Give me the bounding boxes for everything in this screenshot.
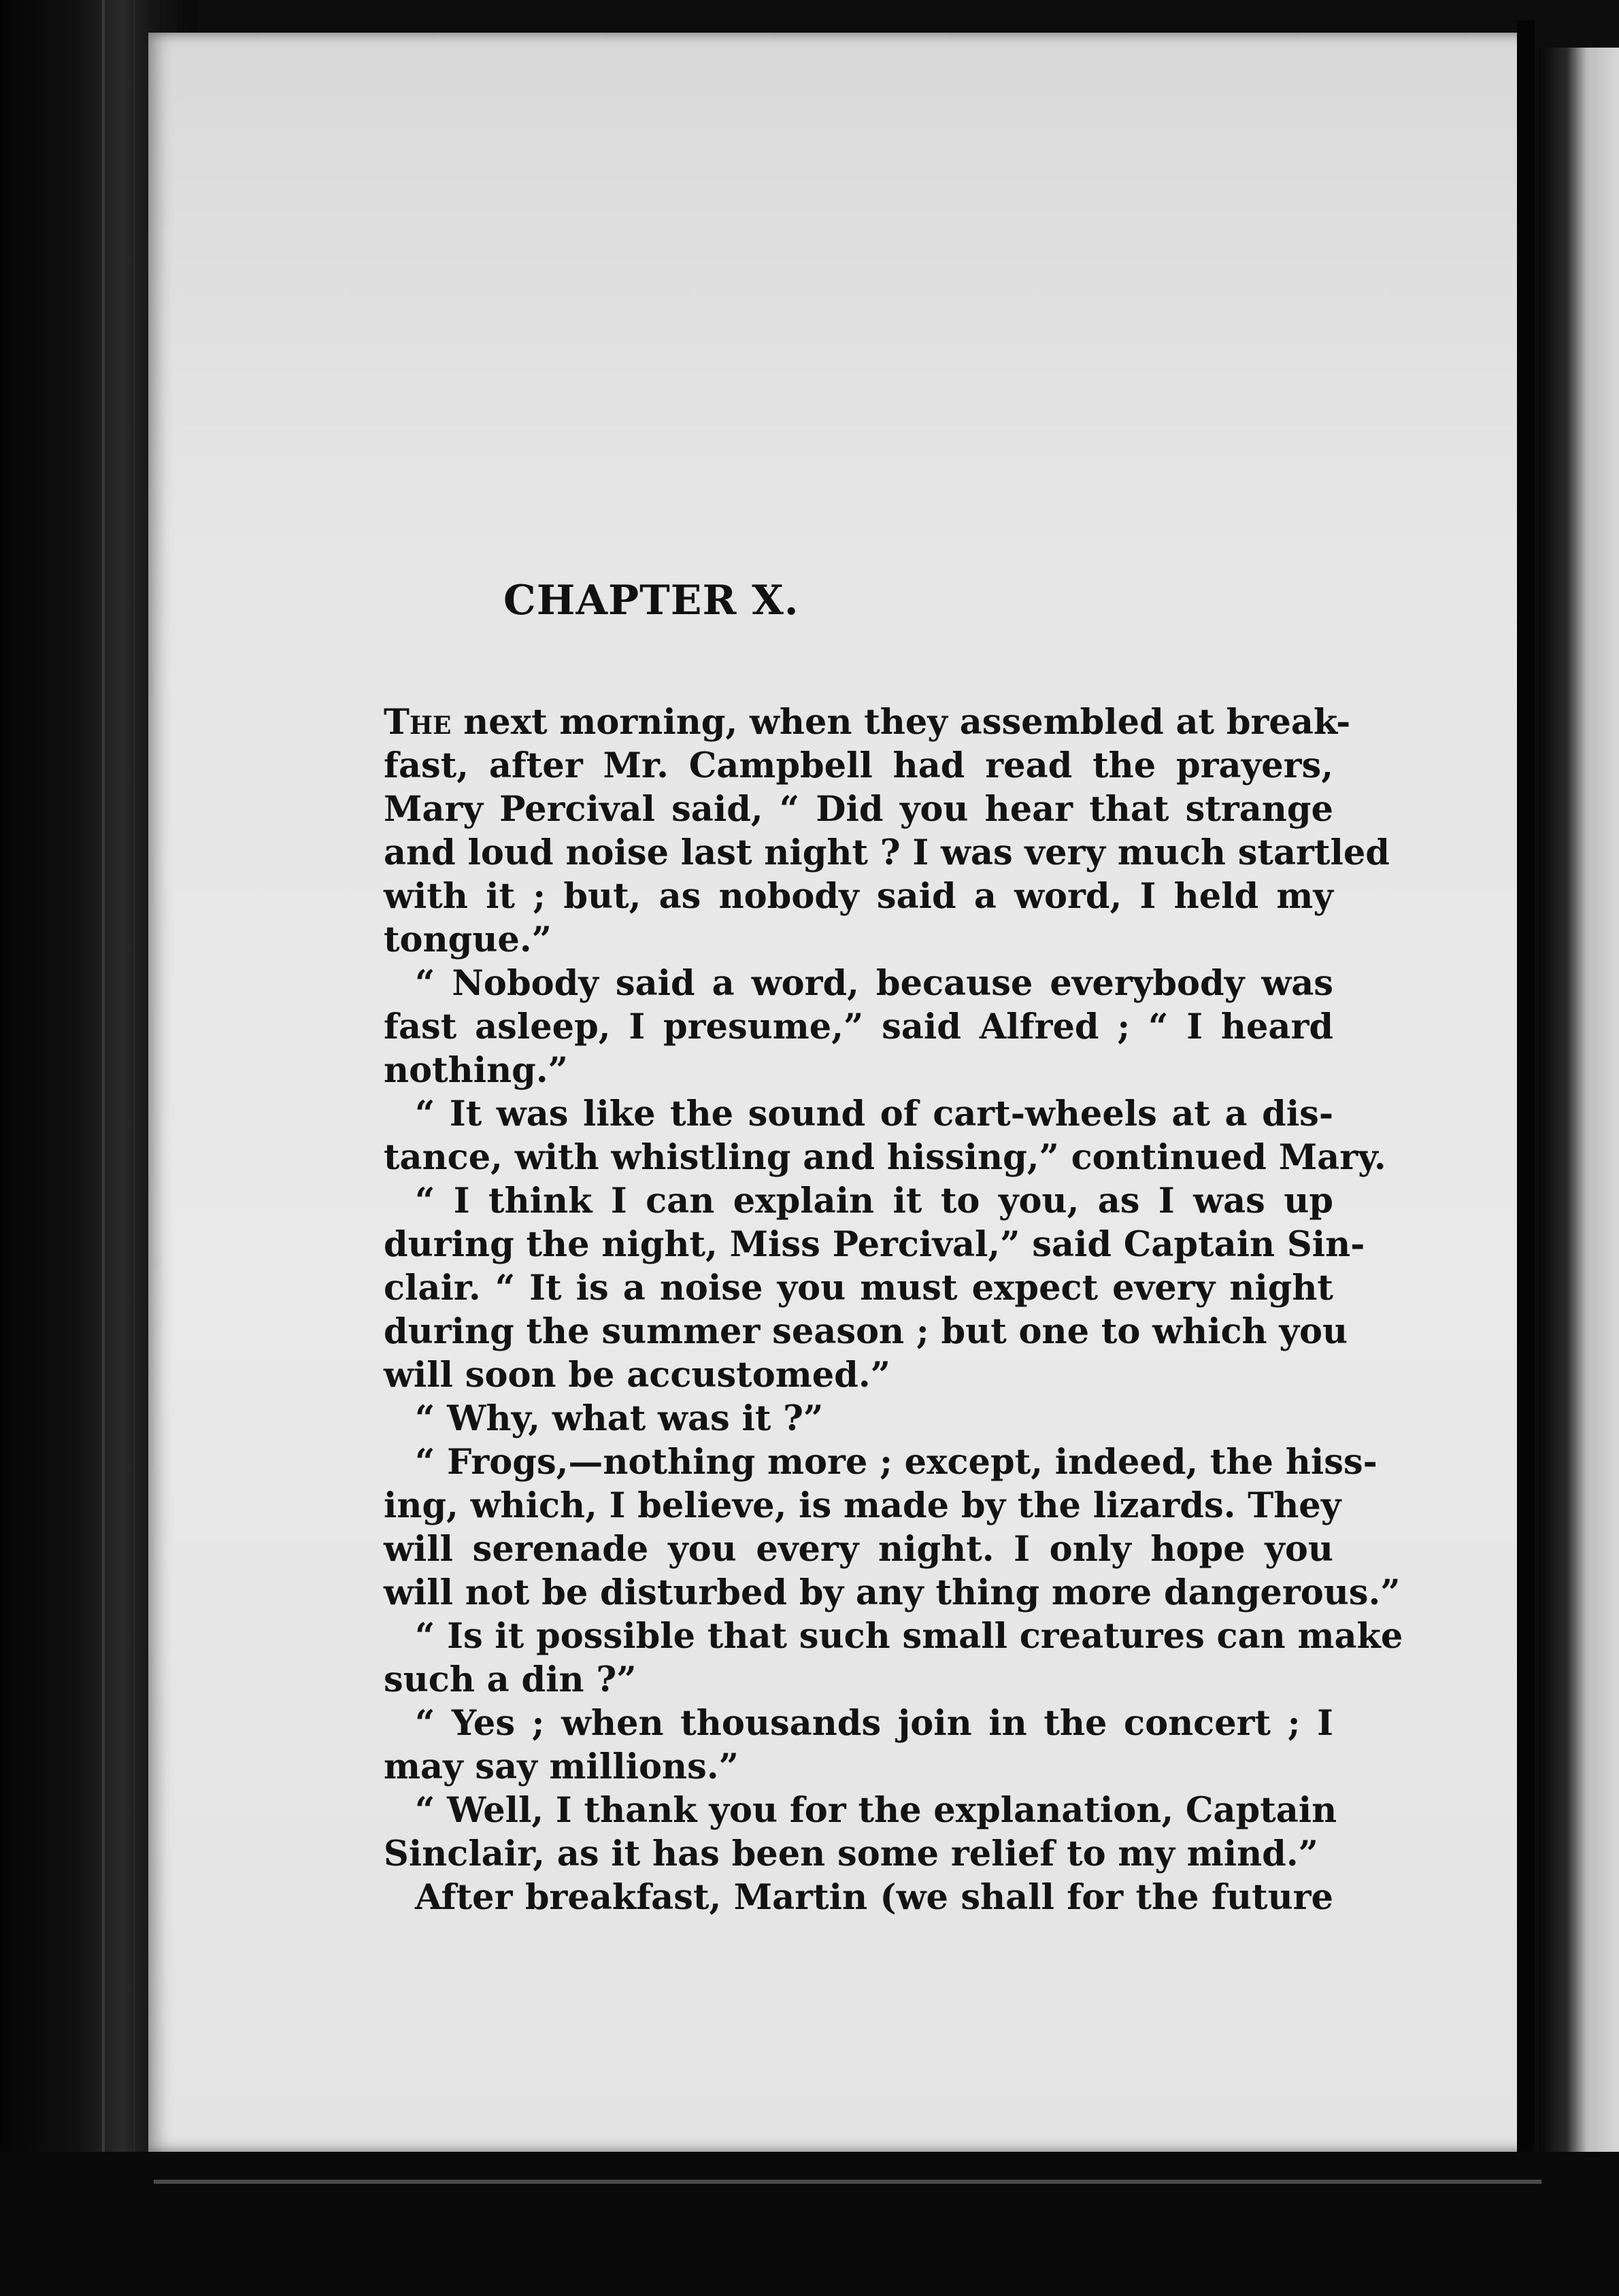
binding-edge-line — [133, 0, 135, 2296]
text-line — [384, 1527, 1333, 1571]
text-line-content: with it ; but, as nobody said a word, I held my — [384, 876, 1333, 917]
text-line-content: during the summer season ; but one to which you — [384, 1311, 1348, 1352]
text-line — [384, 1092, 1333, 1136]
text-line-content: such a din ?” — [384, 1659, 637, 1700]
text-line — [384, 1702, 1333, 1745]
text-line — [384, 1876, 1333, 1919]
text-line-content: “ Frogs,—nothing more ; except, indeed, the hiss- — [415, 1442, 1378, 1483]
text-line-content: will not be disturbed by any thing more dangerous.” — [384, 1572, 1401, 1613]
paragraph — [384, 700, 1390, 962]
text-line-content: “ I think I can explain it to you, as I was up — [415, 1181, 1333, 1221]
scan-bottom-margin — [0, 2152, 1619, 2296]
binding-edge-line — [102, 0, 105, 2296]
page-gutter — [1517, 20, 1535, 2190]
text-line-content: tance, with whistling and hissing,” continued Mary. — [384, 1137, 1386, 1178]
text-line — [384, 1658, 1333, 1702]
paragraph — [384, 1397, 1333, 1440]
paragraph — [384, 1789, 1337, 1876]
text-line — [384, 1484, 1341, 1527]
text-line-content: “ Why, what was it ?” — [415, 1398, 824, 1439]
text-line — [384, 1615, 1403, 1658]
paragraph — [384, 1615, 1403, 1702]
text-line — [384, 918, 1333, 962]
text-line — [384, 1179, 1333, 1223]
text-line-content: “ Well, I thank you for the explanation, Captain — [415, 1790, 1337, 1831]
text-line-content: tongue.” — [384, 919, 552, 960]
text-line-content: may say millions.” — [384, 1746, 739, 1787]
drop-caps-word: The — [384, 702, 452, 743]
text-line — [384, 1266, 1333, 1310]
text-line-content: next morning, when they assembled at break- — [451, 702, 1351, 743]
text-line-content: and loud noise last night ? I was very much startled — [384, 832, 1390, 873]
paragraph — [384, 1179, 1365, 1397]
text-line — [384, 962, 1333, 1005]
paragraph — [384, 1876, 1333, 1919]
facing-page-edge — [1539, 48, 1619, 2183]
chapter-title: CHAPTER X. — [503, 577, 799, 624]
text-line-content: nothing.” — [384, 1050, 568, 1091]
text-line-content: “ Yes ; when thousands join in the concert ; I — [415, 1703, 1333, 1744]
text-line — [384, 1571, 1401, 1615]
page-bottom-edge — [154, 2180, 1541, 2184]
text-line — [384, 831, 1390, 875]
text-line — [384, 1397, 1333, 1440]
text-line-content: After breakfast, Martin (we shall for the future — [415, 1877, 1333, 1918]
text-line — [384, 1136, 1386, 1179]
text-line — [384, 700, 1351, 744]
text-line — [384, 1049, 1333, 1092]
text-line — [384, 875, 1333, 918]
text-line-content: “ It was like the sound of cart-wheels at a dis- — [415, 1094, 1333, 1134]
text-line-content: will soon be accustomed.” — [384, 1355, 890, 1396]
paragraph — [384, 1092, 1386, 1179]
text-line-content: will serenade you every night. I only hope you — [384, 1529, 1333, 1570]
text-line — [384, 1005, 1333, 1049]
text-line-content: ing, which, I believe, is made by the lizards. They — [384, 1485, 1341, 1526]
text-line — [384, 1789, 1337, 1832]
paragraph — [384, 1702, 1333, 1789]
text-line — [384, 1223, 1365, 1266]
text-line-content: fast, after Mr. Campbell had read the prayers, — [384, 745, 1333, 786]
text-line — [384, 744, 1333, 788]
text-line-content: fast asleep, I presume,” said Alfred ; “ I heard — [384, 1007, 1333, 1047]
text-line-content: “ Is it possible that such small creatures can make — [415, 1616, 1403, 1657]
text-line — [384, 1353, 1333, 1397]
text-line — [384, 1310, 1348, 1353]
paragraph — [384, 962, 1333, 1092]
text-line-content: Sinclair, as it has been some relief to my mind.” — [384, 1834, 1318, 1874]
text-line — [384, 1832, 1333, 1876]
paragraph — [384, 1440, 1401, 1615]
text-line-content: “ Nobody said a word, because everybody was — [415, 963, 1333, 1004]
text-line — [384, 1440, 1378, 1484]
text-line-content: clair. “ It is a noise you must expect every night — [384, 1268, 1333, 1309]
text-line-content: during the night, Miss Percival,” said Captain Sin- — [384, 1224, 1365, 1265]
text-line-content: Mary Percival said, “ Did you hear that strange — [384, 789, 1333, 830]
body-text — [384, 700, 1403, 1919]
text-line — [384, 788, 1333, 831]
text-line — [384, 1745, 1333, 1789]
